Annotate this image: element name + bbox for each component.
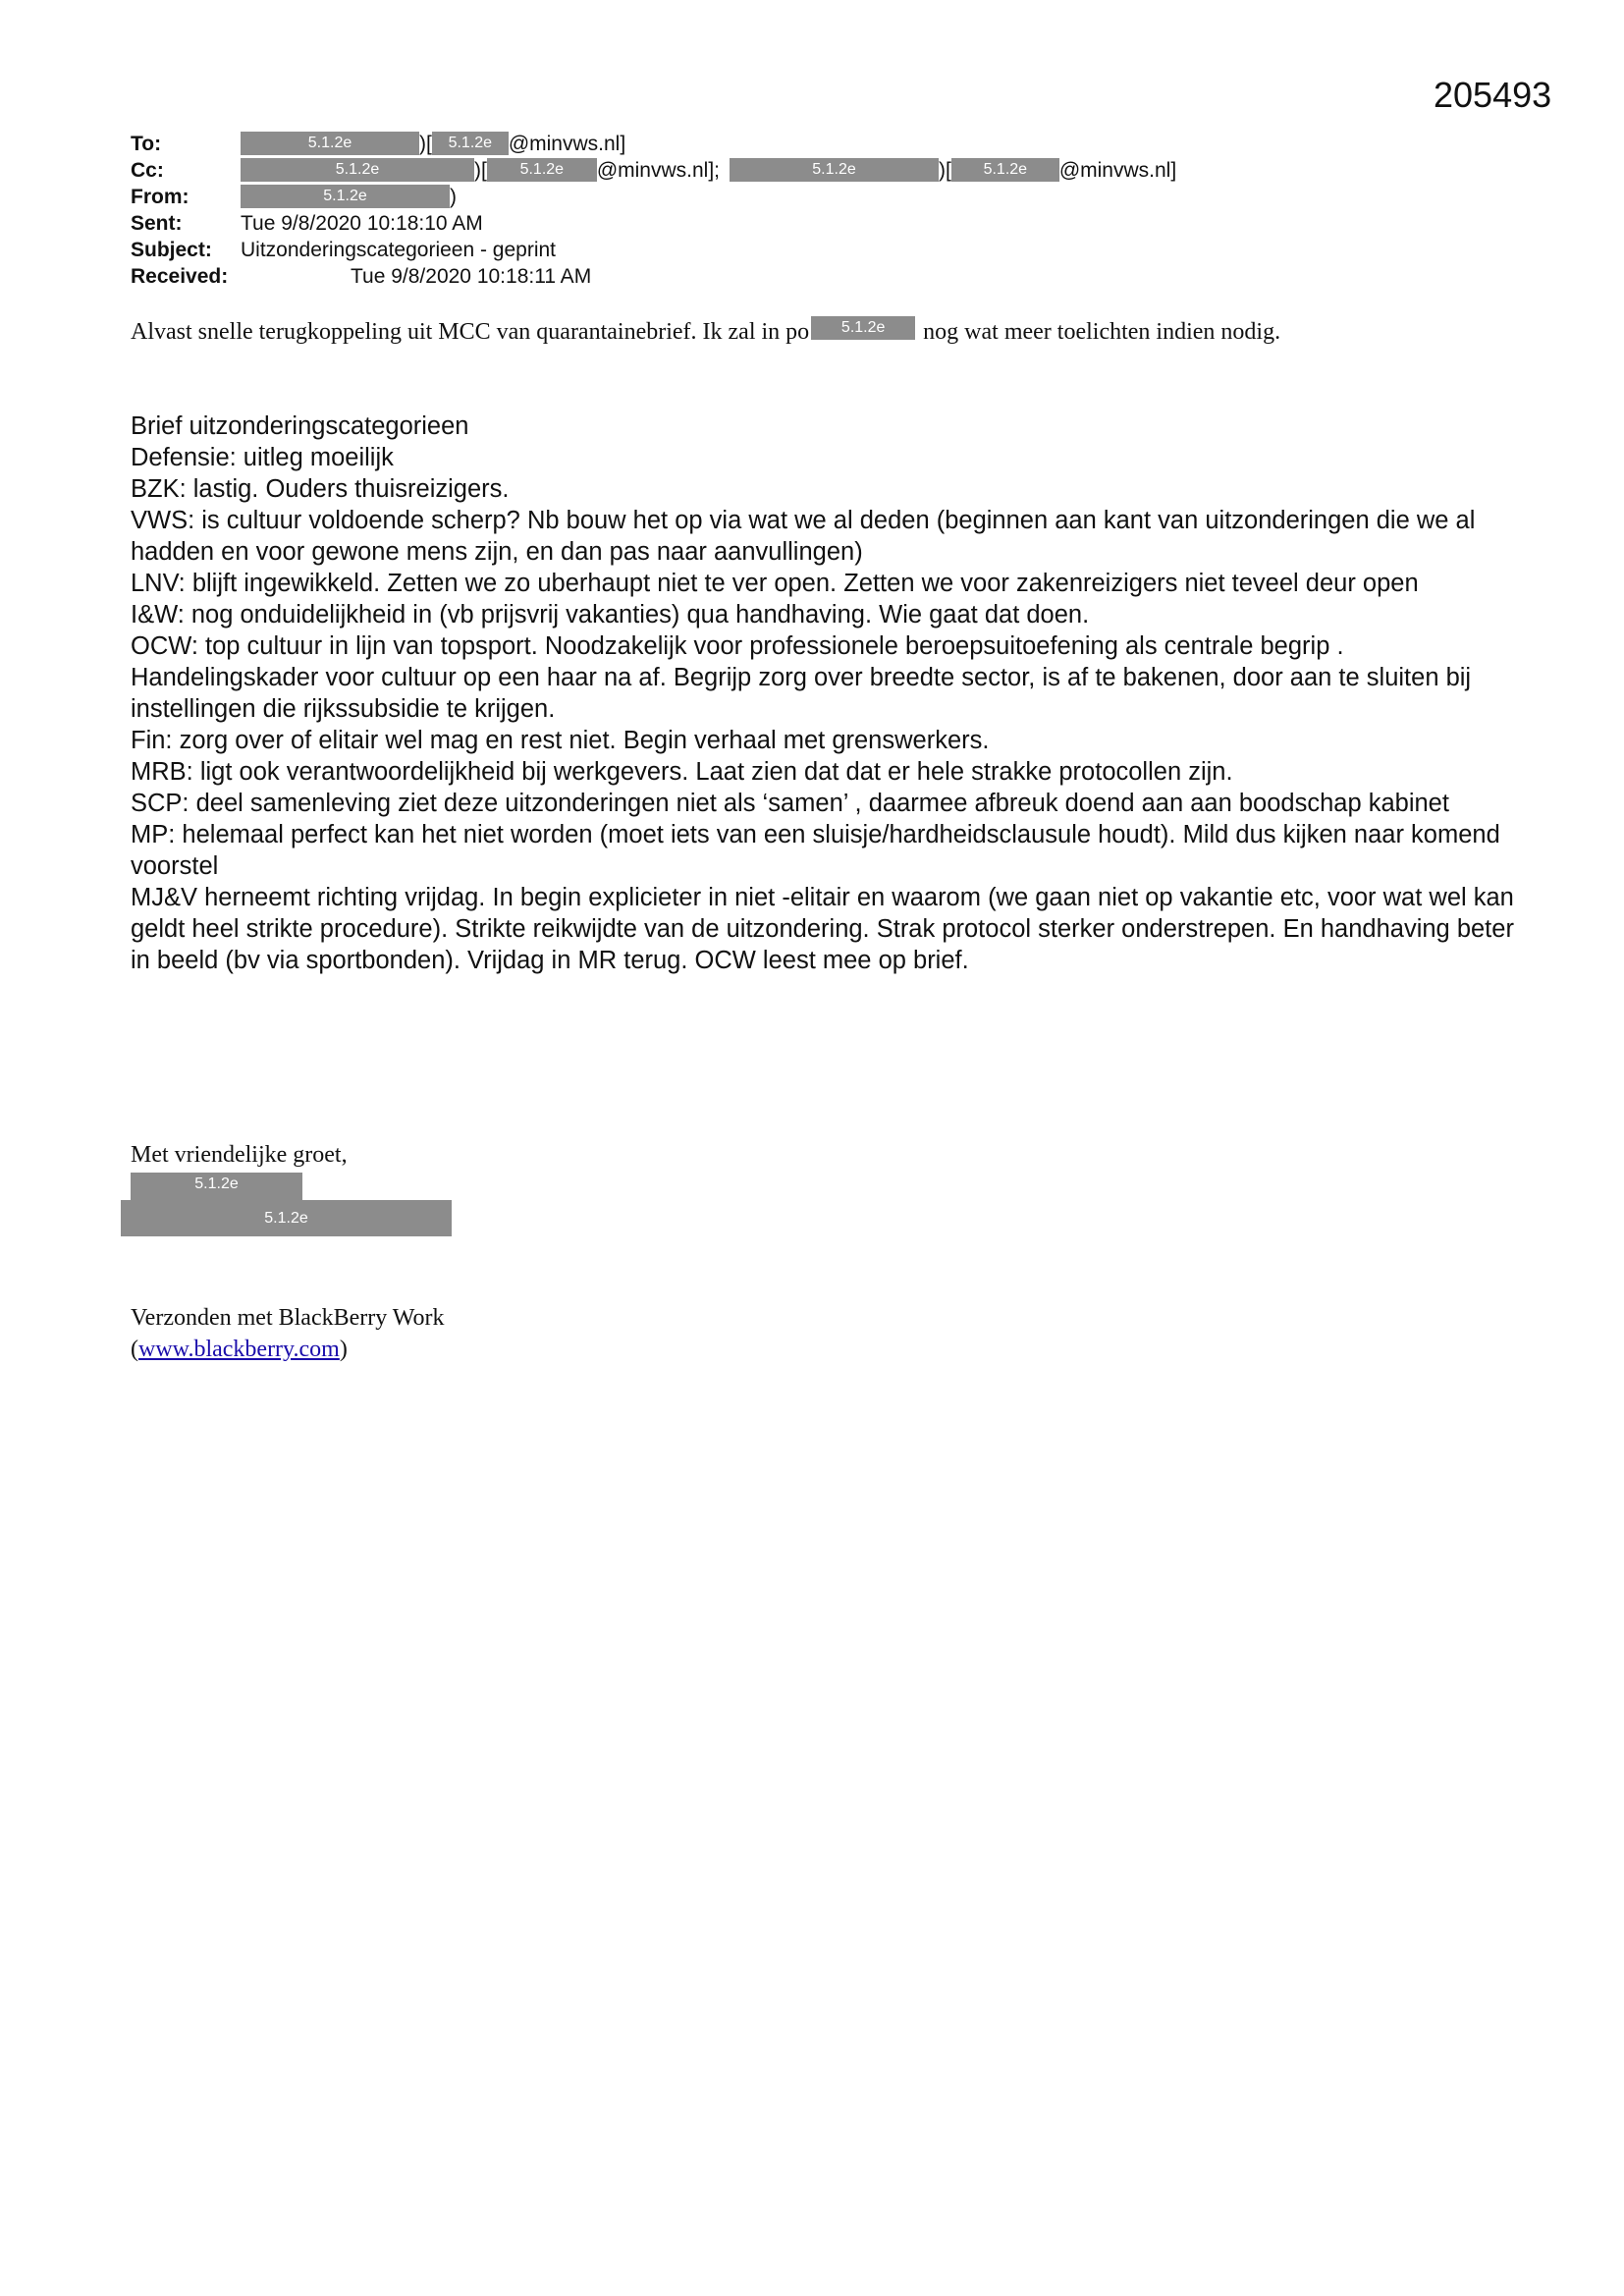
body-line: Brief uitzonderingscategorieen	[131, 412, 469, 440]
body-line: LNV: blijft ingewikkeld. Zetten we zo uberhaupt niet te ver open. Zetten we voor zakenreizigers niet teveel deur open	[131, 570, 1419, 597]
redaction-box: 5.1.2e	[811, 316, 915, 340]
separator: )[	[474, 159, 487, 182]
received-datetime: Tue 9/8/2020 10:18:11 AM	[351, 265, 592, 288]
header-label-received: Received:	[131, 265, 229, 288]
redaction-box: 5.1.2e	[432, 132, 509, 155]
header-subject	[131, 237, 1505, 263]
header-label-cc: Cc:	[131, 159, 164, 182]
redaction-box: 5.1.2e	[487, 158, 597, 182]
body-line: MRB: ligt ook verantwoordelijkheid bij werkgevers. Laat zien dat dat er hele strakke protocollen zijn.	[131, 758, 1233, 786]
separator: )[	[419, 133, 432, 155]
header-from	[131, 184, 1505, 210]
redaction-box: 5.1.2e	[241, 158, 474, 182]
intro-text-before: Alvast snelle terugkoppeling uit MCC van quarantainebrief. Ik zal in po	[131, 319, 810, 345]
body-line: BZK: lastig. Ouders thuisreizigers.	[131, 475, 510, 503]
paren-open: (	[131, 1337, 138, 1362]
body-line: VWS: is cultuur voldoende scherp? Nb bouw het op via wat we al deden (beginnen aan kant van uitzonderingen die we al hadden en voor gewone mens zijn, en dan pas naar aanvullingen)	[131, 507, 1476, 566]
body-line: MP: helemaal perfect kan het niet worden (moet iets van een sluisje/hardheidsclausule houdt). Mild dus kijken naar komend voorstel	[131, 821, 1500, 880]
body-line: Fin: zorg over of elitair wel mag en rest niet. Begin verhaal met grenswerkers.	[131, 727, 990, 754]
email-headers	[131, 131, 1505, 290]
email-domain: @minvws.nl];	[596, 159, 720, 182]
blackberry-link[interactable]: www.blackberry.com	[138, 1337, 340, 1362]
body-line: MJ&V herneemt richting vrijdag. In begin explicieter in niet -elitair en waarom (we gaan niet op vakantie etc, voor wat wel kan geldt heel strikte procedure). Strikte reikwijdte van de uitzondering. Strak protocol sterker onderstrepen. En handhaving beter in beeld (bv via sportbonden). Vrijdag in MR terug. OCW leest mee op brief.	[131, 884, 1514, 974]
body-line: SCP: deel samenleving ziet deze uitzonderingen niet als ‘samen’ , daarmee afbreuk doend aan aan boodschap kabinet	[131, 790, 1449, 817]
header-sent	[131, 210, 1505, 237]
header-cc	[131, 157, 1505, 184]
sent-datetime: Tue 9/8/2020 10:18:10 AM	[241, 212, 483, 235]
separator: )	[450, 186, 457, 208]
redaction-box: 5.1.2e	[951, 158, 1059, 182]
email-body	[131, 410, 1525, 976]
email-domain: @minvws.nl]	[508, 133, 626, 155]
header-label-from: From:	[131, 186, 189, 208]
signature-redaction: 5.1.2e	[131, 1173, 302, 1200]
intro-text-after: nog wat meer toelichten indien nodig.	[923, 319, 1281, 345]
separator: )[	[939, 159, 951, 182]
header-received	[131, 263, 1505, 290]
body-line: OCW: top cultuur in lijn van topsport. Noodzakelijk voor professionele beroepsuitoefening als centrale begrip . Handelingskader voor cultuur op een haar na af. Begrijp zorg over breedte sector, is af te bakenen, door aan te sluiten bij instellingen die rijkssubsidie te krijgen.	[131, 632, 1472, 723]
sent-with-text: Verzonden met BlackBerry Work	[131, 1305, 445, 1331]
paren-close: )	[339, 1337, 348, 1362]
redaction-box: 5.1.2e	[241, 185, 450, 208]
body-line: I&W: nog onduidelijkheid in (vb prijsvrij vakanties) qua handhaving. Wie gaat dat doen.	[131, 601, 1090, 629]
redaction-box: 5.1.2e	[730, 158, 939, 182]
sent-with-footer	[131, 1302, 445, 1365]
signature-redaction: 5.1.2e	[121, 1200, 452, 1236]
redaction-box: 5.1.2e	[241, 132, 419, 155]
subject-text: Uitzonderingscategorieen - geprint	[241, 239, 557, 261]
email-domain: @minvws.nl]	[1058, 159, 1177, 182]
header-label-sent: Sent:	[131, 212, 183, 235]
body-line: Defensie: uitleg moeilijk	[131, 444, 394, 471]
header-to	[131, 131, 1505, 157]
closing-greeting: Met vriendelijke groet,	[131, 1142, 348, 1168]
document-id: 205493	[1434, 75, 1552, 115]
intro-paragraph	[131, 316, 1525, 348]
header-label-to: To:	[131, 133, 162, 155]
header-label-subject: Subject:	[131, 239, 212, 261]
